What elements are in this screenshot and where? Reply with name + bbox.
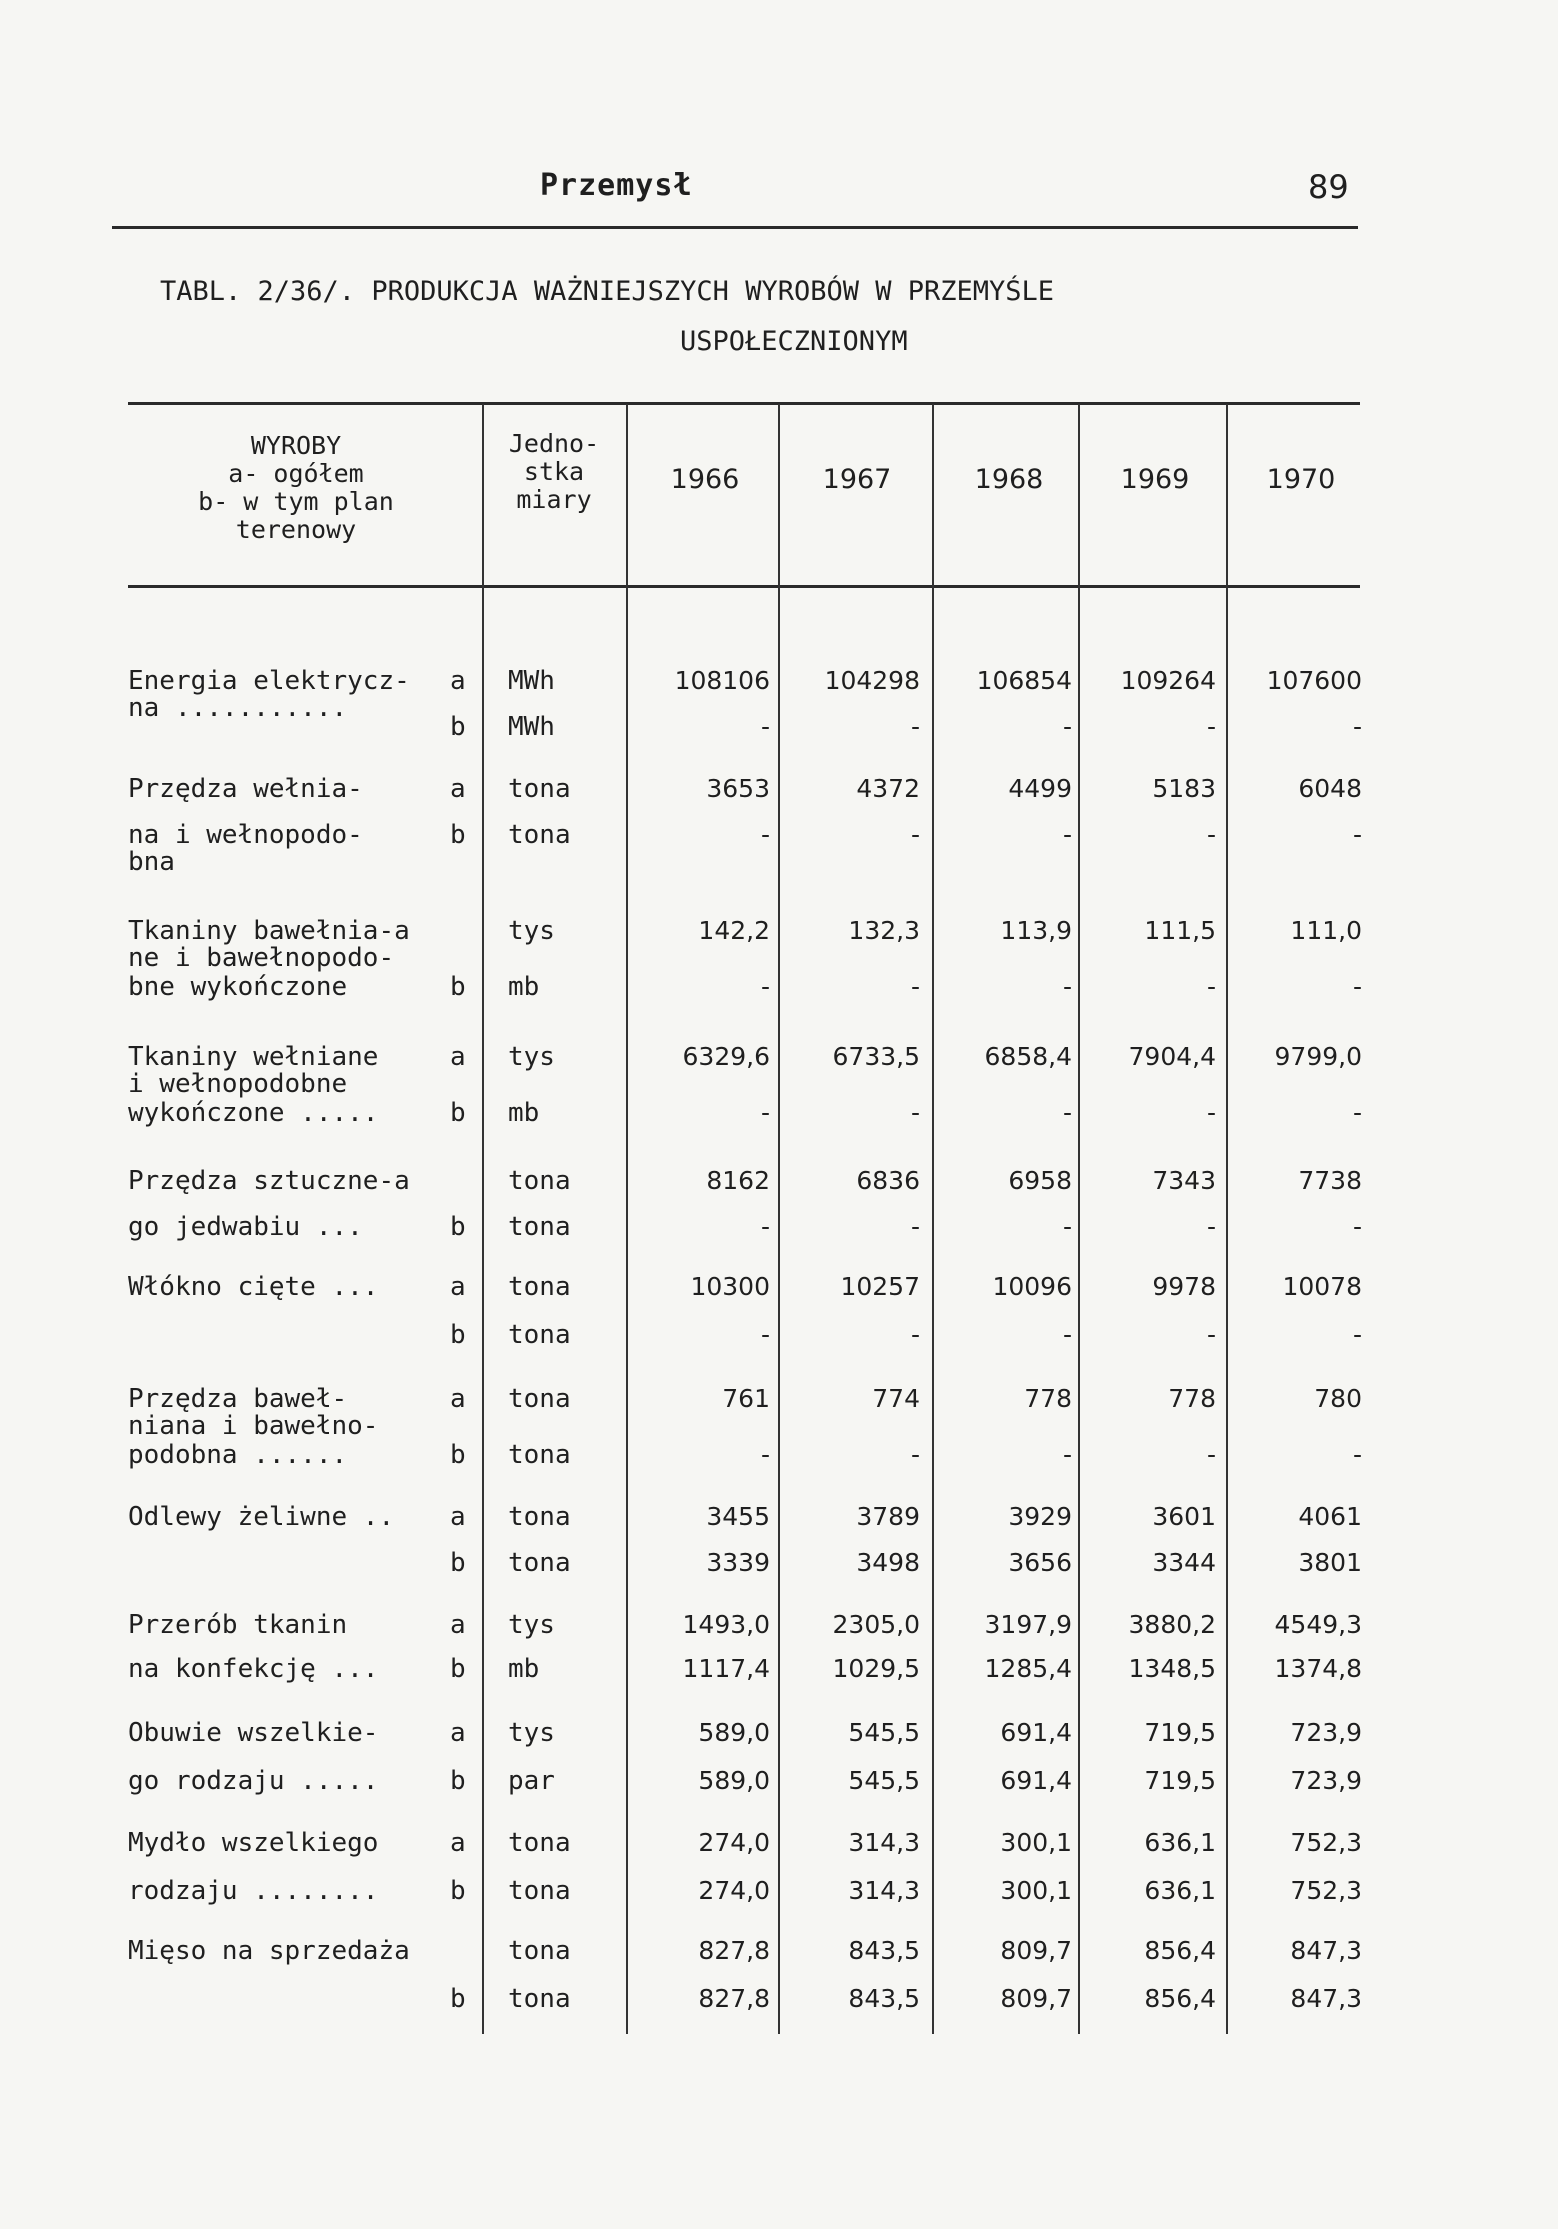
value-1967: 4372 — [856, 774, 920, 803]
table-row — [0, 814, 1558, 877]
value-1970: - — [1352, 1320, 1362, 1349]
value-1966: 1493,0 — [682, 1610, 770, 1639]
value-1970: - — [1352, 820, 1362, 849]
table-row — [0, 1760, 1558, 1802]
row-unit: tys — [508, 1610, 555, 1640]
value-1968: 300,1 — [1000, 1876, 1072, 1905]
row-label-continued: ne i bawełnopodo- — [128, 943, 395, 973]
value-1968: - — [1062, 1320, 1072, 1349]
value-1967: - — [910, 1440, 920, 1469]
value-1968: - — [1062, 1098, 1072, 1127]
row-unit: tona — [508, 1548, 571, 1578]
row-ab-marker: b — [450, 1654, 466, 1684]
row-ab-marker: a — [450, 1272, 466, 1302]
value-1966: 827,8 — [698, 1984, 770, 2013]
row-label: Mydło wszelkiego — [128, 1828, 379, 1858]
table-row — [0, 1542, 1558, 1584]
table-row — [0, 1266, 1558, 1308]
row-unit: tona — [508, 1440, 571, 1470]
value-1970: 1374,8 — [1274, 1654, 1362, 1683]
row-unit: tona — [508, 1320, 571, 1350]
value-1969: 3601 — [1152, 1502, 1216, 1531]
value-1967: 104298 — [824, 666, 920, 695]
value-1968: 6958 — [1008, 1166, 1072, 1195]
value-1967: - — [910, 712, 920, 741]
row-unit: tona — [508, 1212, 571, 1242]
value-1970: 780 — [1314, 1384, 1362, 1413]
running-head — [0, 168, 1558, 208]
row-label-continued: bna — [128, 847, 175, 877]
row-ab-marker: b — [450, 1548, 466, 1578]
value-1968: 809,7 — [1000, 1984, 1072, 2013]
table-row — [0, 1978, 1558, 2020]
value-1967: 6733,5 — [832, 1042, 920, 1071]
table-row — [0, 1206, 1558, 1248]
value-1968: - — [1062, 972, 1072, 1001]
row-unit: mb — [508, 1654, 540, 1684]
value-1968: 1285,4 — [984, 1654, 1072, 1683]
table-row — [0, 910, 1558, 973]
row-label: wykończone ..... — [128, 1098, 379, 1128]
value-1969: 856,4 — [1144, 1984, 1216, 2013]
row-label: go rodzaju ..... — [128, 1766, 379, 1796]
value-1966: 589,0 — [698, 1766, 770, 1795]
value-1968: 691,4 — [1000, 1766, 1072, 1795]
row-unit: tona — [508, 1876, 571, 1906]
table-row — [0, 1434, 1558, 1476]
header-year-1969: 1969 — [1120, 464, 1190, 495]
value-1970: 723,9 — [1290, 1766, 1362, 1795]
row-unit: mb — [508, 1098, 540, 1128]
row-label: Przędza sztuczne-a — [128, 1166, 410, 1196]
row-label-continued: niana i bawełno- — [128, 1411, 379, 1441]
value-1968: 300,1 — [1000, 1828, 1072, 1857]
row-unit: tona — [508, 1502, 571, 1532]
value-1966: - — [760, 1320, 770, 1349]
header-year-1966: 1966 — [670, 464, 740, 495]
value-1968: 4499 — [1008, 774, 1072, 803]
row-unit: tona — [508, 820, 571, 850]
row-ab-marker: a — [450, 1610, 466, 1640]
table-row — [0, 1712, 1558, 1754]
value-1966: - — [760, 820, 770, 849]
value-1966: 8162 — [706, 1166, 770, 1195]
value-1970: - — [1352, 972, 1362, 1001]
value-1967: 843,5 — [848, 1984, 920, 2013]
value-1966: 274,0 — [698, 1876, 770, 1905]
value-1966: 10300 — [690, 1272, 770, 1301]
value-1970: 10078 — [1282, 1272, 1362, 1301]
row-label — [128, 706, 473, 748]
value-1966: 108106 — [674, 666, 770, 695]
row-ab-marker: a — [450, 1384, 466, 1414]
row-label: Przerób tkanin — [128, 1610, 348, 1640]
value-1970: 4061 — [1298, 1502, 1362, 1531]
value-1969: 109264 — [1120, 666, 1216, 695]
value-1970: 847,3 — [1290, 1984, 1362, 2013]
section-title: Przemysł — [540, 168, 693, 203]
value-1966: - — [760, 972, 770, 1001]
header-wyroby: WYROBY a- ogółem b- w tym plan terenowy — [198, 431, 394, 544]
value-1967: 132,3 — [848, 916, 920, 945]
value-1966: 6329,6 — [682, 1042, 770, 1071]
value-1970: 7738 — [1298, 1166, 1362, 1195]
table-row — [0, 1604, 1558, 1646]
row-unit: tona — [508, 1384, 571, 1414]
value-1968: 10096 — [992, 1272, 1072, 1301]
value-1969: 1348,5 — [1128, 1654, 1216, 1683]
value-1970: - — [1352, 1098, 1362, 1127]
row-label — [128, 1978, 473, 2020]
value-1967: 314,3 — [848, 1876, 920, 1905]
row-unit: tona — [508, 1828, 571, 1858]
value-1969: 856,4 — [1144, 1936, 1216, 1965]
value-1969: 719,5 — [1144, 1718, 1216, 1747]
row-unit: tona — [508, 1936, 571, 1966]
value-1966: 3653 — [706, 774, 770, 803]
row-unit: tys — [508, 1042, 555, 1072]
table-row — [0, 1648, 1558, 1690]
value-1970: 4549,3 — [1274, 1610, 1362, 1639]
row-label: Włókno cięte ... — [128, 1272, 379, 1302]
page-number: 89 — [1308, 168, 1349, 206]
value-1969: 5183 — [1152, 774, 1216, 803]
row-ab-marker — [450, 1160, 474, 1202]
row-ab-marker: a — [450, 1042, 466, 1072]
value-1970: 107600 — [1266, 666, 1362, 695]
row-ab-marker: b — [450, 972, 466, 1002]
value-1970: 752,3 — [1290, 1828, 1362, 1857]
value-1969: 719,5 — [1144, 1766, 1216, 1795]
value-1968: 6858,4 — [984, 1042, 1072, 1071]
value-1969: 636,1 — [1144, 1828, 1216, 1857]
header-year-1967: 1967 — [822, 464, 892, 495]
value-1969: - — [1206, 712, 1216, 741]
row-label — [128, 1542, 473, 1584]
value-1969: 7904,4 — [1128, 1042, 1216, 1071]
value-1966: - — [760, 712, 770, 741]
row-label: Przędza wełnia- — [128, 774, 363, 804]
row-label-continued: na ........... — [128, 693, 348, 723]
value-1967: 3789 — [856, 1502, 920, 1531]
value-1966: 3339 — [706, 1548, 770, 1577]
value-1970: 723,9 — [1290, 1718, 1362, 1747]
table-row — [0, 1822, 1558, 1864]
value-1969: - — [1206, 1212, 1216, 1241]
value-1968: 809,7 — [1000, 1936, 1072, 1965]
row-unit: tona — [508, 1166, 571, 1196]
table-row — [0, 1160, 1558, 1202]
value-1970: 752,3 — [1290, 1876, 1362, 1905]
table-row — [0, 660, 1558, 723]
table-row — [0, 1314, 1558, 1356]
row-label: Tkaniny wełniane — [128, 1042, 379, 1072]
value-1967: 6836 — [856, 1166, 920, 1195]
row-label: bne wykończone — [128, 972, 348, 1002]
row-label: go jedwabiu ... — [128, 1212, 363, 1242]
value-1966: 274,0 — [698, 1828, 770, 1857]
row-label: podobna ...... — [128, 1440, 348, 1470]
value-1967: 10257 — [840, 1272, 920, 1301]
row-unit: tys — [508, 1718, 555, 1748]
row-unit: tona — [508, 774, 571, 804]
value-1967: 314,3 — [848, 1828, 920, 1857]
row-ab-marker: b — [450, 820, 466, 850]
header-year-1970: 1970 — [1266, 464, 1336, 495]
value-1966: 827,8 — [698, 1936, 770, 1965]
row-ab-marker: a — [450, 1502, 466, 1532]
row-label: Mięso na sprzedaża — [128, 1936, 410, 1966]
row-unit: par — [508, 1766, 555, 1796]
value-1967: 3498 — [856, 1548, 920, 1577]
row-label: Obuwie wszelkie- — [128, 1718, 379, 1748]
value-1967: 2305,0 — [832, 1610, 920, 1639]
value-1970: 3801 — [1298, 1548, 1362, 1577]
value-1969: - — [1206, 1098, 1216, 1127]
row-label — [128, 1314, 473, 1356]
value-1968: - — [1062, 1440, 1072, 1469]
row-ab-marker: b — [450, 1876, 466, 1906]
row-label: na i wełnopodo- — [128, 820, 363, 850]
value-1967: 1029,5 — [832, 1654, 920, 1683]
row-ab-marker: b — [450, 1212, 466, 1242]
value-1970: - — [1352, 1440, 1362, 1469]
value-1970: 111,0 — [1290, 916, 1362, 945]
value-1968: 3197,9 — [984, 1610, 1072, 1639]
row-ab-marker: b — [450, 712, 466, 742]
value-1966: 3455 — [706, 1502, 770, 1531]
table-top-rule — [128, 402, 1360, 405]
row-label: Energia elektrycz- — [128, 666, 410, 696]
value-1967: - — [910, 1212, 920, 1241]
value-1966: 1117,4 — [682, 1654, 770, 1683]
value-1969: - — [1206, 820, 1216, 849]
row-label: Tkaniny bawełnia-a — [128, 916, 410, 946]
value-1969: 636,1 — [1144, 1876, 1216, 1905]
table-row — [0, 1036, 1558, 1099]
table-row — [0, 1930, 1558, 1972]
value-1970: 6048 — [1298, 774, 1362, 803]
value-1968: 778 — [1024, 1384, 1072, 1413]
header-rule — [112, 226, 1358, 229]
value-1969: - — [1206, 972, 1216, 1001]
value-1967: 843,5 — [848, 1936, 920, 1965]
value-1968: 106854 — [976, 666, 1072, 695]
table-row — [0, 1378, 1558, 1441]
value-1969: - — [1206, 1320, 1216, 1349]
row-label: rodzaju ........ — [128, 1876, 379, 1906]
value-1969: 7343 — [1152, 1166, 1216, 1195]
value-1967: - — [910, 972, 920, 1001]
value-1968: 3929 — [1008, 1502, 1072, 1531]
value-1967: - — [910, 1098, 920, 1127]
value-1969: 111,5 — [1144, 916, 1216, 945]
value-1966: - — [760, 1212, 770, 1241]
row-ab-marker — [450, 1930, 474, 1972]
value-1966: - — [760, 1098, 770, 1127]
row-unit: mb — [508, 972, 540, 1002]
row-ab-marker: a — [450, 666, 466, 696]
value-1966: 761 — [722, 1384, 770, 1413]
row-unit: tona — [508, 1272, 571, 1302]
table-row — [0, 706, 1558, 748]
row-unit: MWh — [508, 712, 555, 742]
row-unit: tys — [508, 916, 555, 946]
value-1967: - — [910, 820, 920, 849]
value-1967: 545,5 — [848, 1718, 920, 1747]
value-1969: 3880,2 — [1128, 1610, 1216, 1639]
value-1970: 9799,0 — [1274, 1042, 1362, 1071]
table-row — [0, 768, 1558, 810]
value-1968: 691,4 — [1000, 1718, 1072, 1747]
value-1969: 9978 — [1152, 1272, 1216, 1301]
value-1969: 778 — [1168, 1384, 1216, 1413]
row-ab-marker: b — [450, 1098, 466, 1128]
value-1969: 3344 — [1152, 1548, 1216, 1577]
table-row — [0, 1870, 1558, 1912]
row-unit: tona — [508, 1984, 571, 2014]
value-1968: - — [1062, 712, 1072, 741]
row-ab-marker: b — [450, 1320, 466, 1350]
table-title-line2: USPOŁECZNIONYM — [680, 326, 908, 357]
header-year-1968: 1968 — [974, 464, 1044, 495]
value-1969: - — [1206, 1440, 1216, 1469]
row-ab-marker: a — [450, 1828, 466, 1858]
value-1968: - — [1062, 820, 1072, 849]
value-1970: - — [1352, 1212, 1362, 1241]
value-1970: 847,3 — [1290, 1936, 1362, 1965]
row-ab-marker: a — [450, 774, 466, 804]
table-row — [0, 966, 1558, 1008]
value-1967: 545,5 — [848, 1766, 920, 1795]
value-1967: 774 — [872, 1384, 920, 1413]
row-ab-marker: a — [450, 1718, 466, 1748]
row-label: Odlewy żeliwne .. — [128, 1502, 395, 1532]
value-1968: 113,9 — [1000, 916, 1072, 945]
row-label-continued: i wełnopodobne — [128, 1069, 348, 1099]
row-ab-marker — [450, 910, 474, 952]
row-unit: MWh — [508, 666, 555, 696]
value-1970: - — [1352, 712, 1362, 741]
table-title: TABL. 2/36/. PRODUKCJA WAŻNIEJSZYCH WYROBÓW W PRZEMYŚLE — [160, 276, 1055, 307]
table-header-rule — [128, 585, 1360, 588]
value-1966: 589,0 — [698, 1718, 770, 1747]
row-ab-marker: b — [450, 1766, 466, 1796]
row-ab-marker: b — [450, 1984, 466, 2014]
row-label: na konfekcję ... — [128, 1654, 379, 1684]
header-unit: Jedno- stka miary — [508, 429, 600, 514]
row-label: Przędza baweł- — [128, 1384, 348, 1414]
value-1967: - — [910, 1320, 920, 1349]
table-row — [0, 1496, 1558, 1538]
value-1968: 3656 — [1008, 1548, 1072, 1577]
value-1968: - — [1062, 1212, 1072, 1241]
row-ab-marker: b — [450, 1440, 466, 1470]
table-row — [0, 1092, 1558, 1134]
value-1966: 142,2 — [698, 916, 770, 945]
value-1966: - — [760, 1440, 770, 1469]
